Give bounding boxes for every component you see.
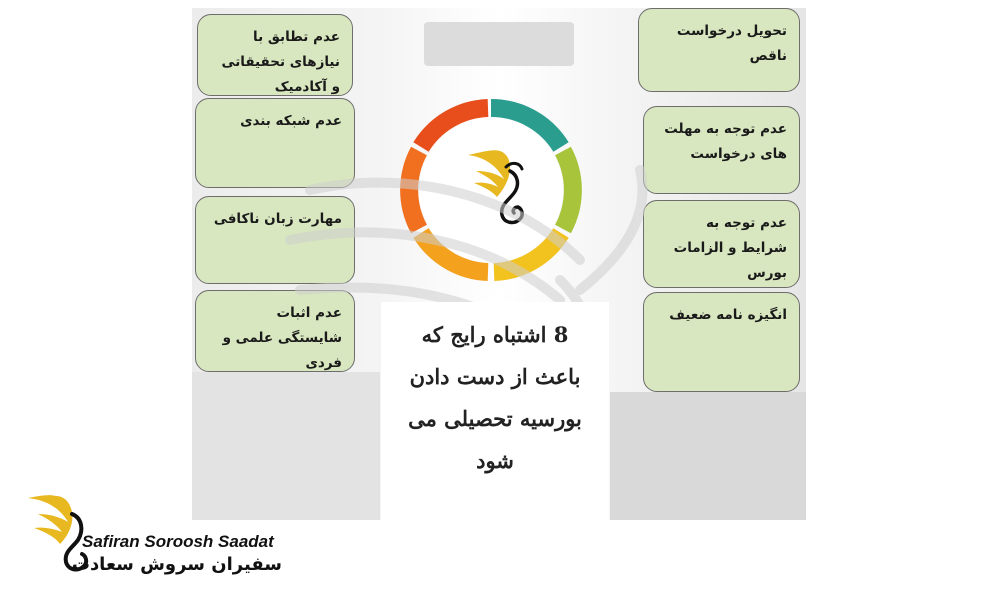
left-gray-strip (192, 372, 380, 520)
left-box-4 (195, 290, 355, 372)
center-title: 8 اشتباه رایج که باعث از دست دادن بورسیه تحصیلی می شود (408, 322, 582, 473)
right-gray-strip (610, 392, 806, 520)
right-box-1-text: تحویل درخواست ناقص (676, 23, 787, 64)
left-box-1-text: عدم تطابق با نیازهای تحقیقاتی و آکادمیک (221, 29, 340, 95)
brand-name-persian: سفیران سروش سعادت (71, 554, 282, 575)
left-box-1 (197, 14, 353, 96)
segmented-ring (398, 97, 584, 283)
top-placeholder-rect (424, 22, 574, 66)
ring-segment-orange (409, 151, 419, 229)
right-box-4-text: انگیزه نامه ضعیف (669, 307, 787, 323)
right-box-4 (643, 292, 800, 392)
ring-segment-lime (563, 151, 573, 229)
left-box-4-text: عدم اثبات شایستگی علمی و فردی (222, 305, 342, 371)
left-box-3 (195, 196, 355, 284)
right-box-2 (643, 106, 800, 194)
right-box-3 (643, 200, 800, 288)
right-box-2-text: عدم توجه به مهلت های درخواست (664, 121, 787, 162)
left-box-2 (195, 98, 355, 188)
right-box-3-text: عدم توجه به شرایط و الزامات بورس (673, 215, 787, 281)
left-box-3-text: مهارت زبان ناکافی (213, 211, 342, 227)
center-title-card (381, 302, 609, 520)
right-box-1 (638, 8, 800, 92)
left-box-2-text: عدم شبکه بندی (240, 113, 342, 129)
brand-name-english: Safiran Soroosh Saadat (82, 532, 274, 551)
